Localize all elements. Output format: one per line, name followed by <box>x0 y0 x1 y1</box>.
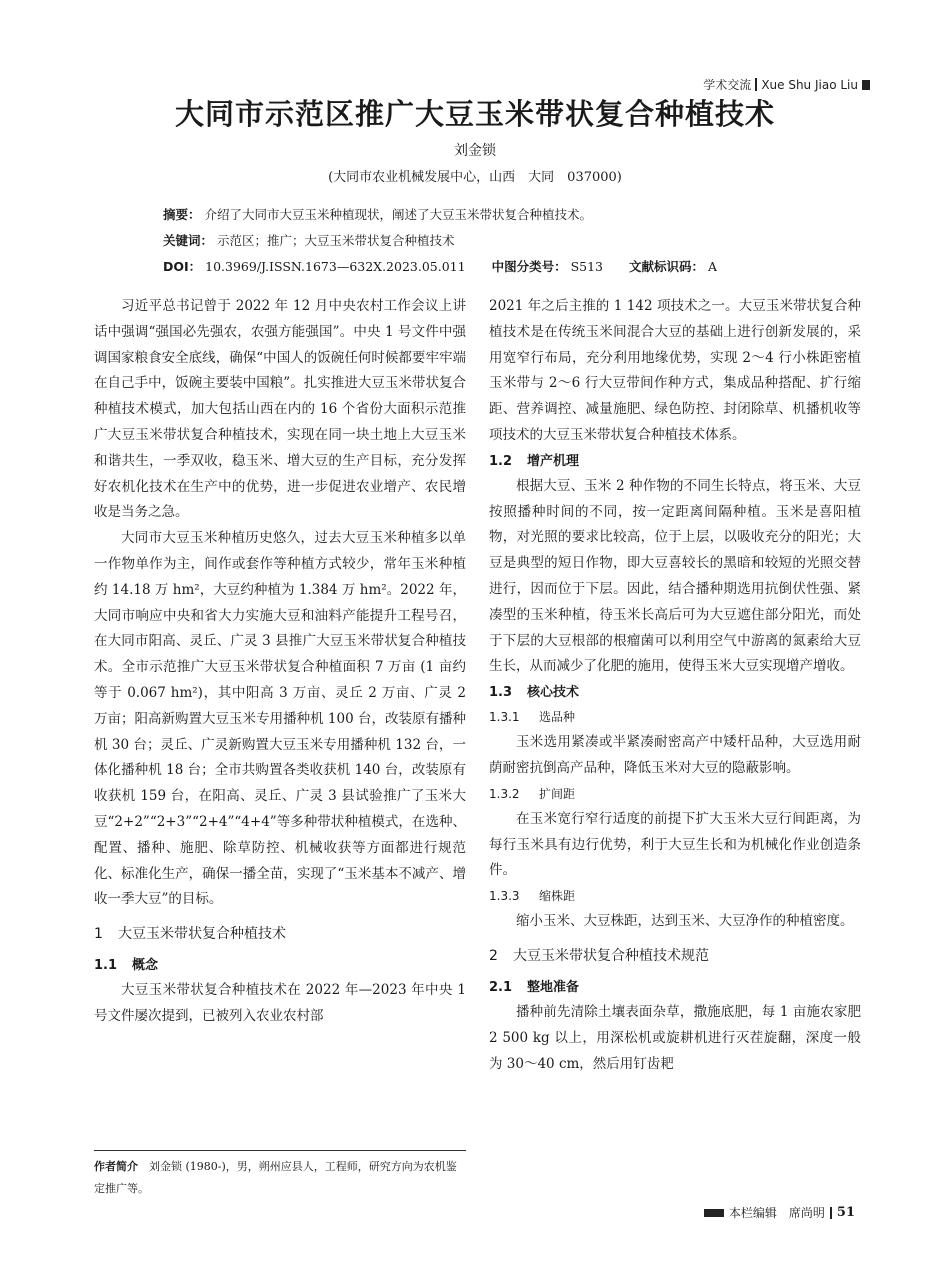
doi-label: DOI： <box>163 259 202 274</box>
doc-code-label: 文献标识码： <box>628 259 704 274</box>
subsubsection-heading <box>489 884 861 909</box>
article-title: 大同市示范区推广大豆玉米带状复合种植技术 <box>174 97 775 131</box>
subsection-heading <box>94 953 466 978</box>
subsection-heading <box>489 975 861 1000</box>
section-number: 2.1 <box>489 979 513 995</box>
section-number: 1.3 <box>489 685 513 701</box>
paragraph: 大豆玉米带状复合种植技术在 2022 年—2023 年中央 1 号文件屡次提到，已被列入农业农村部 <box>94 982 466 1024</box>
section-title: 选品种 <box>539 710 576 725</box>
section-number: 1.3.3 <box>489 889 520 904</box>
footer-block-icon <box>704 1209 724 1217</box>
abstract-line <box>163 207 863 222</box>
subsection-heading <box>489 680 861 705</box>
section-title: 缩株距 <box>539 889 576 904</box>
paragraph: 根据大豆、玉米 2 种作物的不同生长特点，将玉米、大豆按照播种时间的不同，按一定距离间隔种植。玉米是喜阳植物，对光照的要求比较高，位于上层，以吸收充分的阳光；大豆是典型的短日作物，即大豆喜较长的黑暗和较短的光照交替进行，因而位于下层。因此，结合播种期选用抗倒伏性强、紧凑型的玉米种植，待玉米长高后可为大豆遮住部分阳光，而处于下层的大豆根部的根瘤菌可以利用空气中游离的氮素给大豆生长，从而减少了化肥的施用，使得玉米大豆实现增产增收。 <box>489 477 861 675</box>
paragraph: 习近平总书记曾于 2022 年 12 月中央农村工作会议上讲话中强调“强国必先强农，农强方能强国”。中央 1 号文件中强调国家粮食安全底线，确保“中国人的饭碗任何时候都要牢牢端在自己手中，饭碗主要装中国粮”。扎实推进大豆玉米带状复合种植技术模式，加大包括山西在内的 16 个省份大面积示范推广大豆玉米带状复合种植技术，实现在同一块土地上大豆玉米和谐共生，一季双收，稳玉米、增大豆的生产目标，充分发挥好农机化技术在生产中的优势，进一步促进农业增产、农民增收是当务之急。 <box>94 298 466 521</box>
paragraph: 缩小玉米、大豆株距，达到玉米、大豆净作的种植密度。 <box>516 913 854 930</box>
doi-value: 10.3969/J.ISSN.1673—632X.2023.05.011 <box>205 259 466 274</box>
footer-editor: 本栏编辑 席尚明 <box>728 1206 825 1220</box>
right-column <box>489 294 861 1077</box>
keywords-line <box>163 233 863 248</box>
footnote-label: 作者简介 <box>94 1160 138 1173</box>
keywords-text: 示范区；推广；大豆玉米带状复合种植技术 <box>217 233 455 248</box>
section-tag-cn: 学术交流 <box>703 78 752 92</box>
article-affiliation: (大同市农业机械发展中心，山西 大同 037000) <box>328 170 622 185</box>
left-column <box>94 294 466 1030</box>
subsubsection-heading <box>489 705 861 730</box>
section-heading <box>489 945 861 967</box>
section-title: 增产机理 <box>527 453 580 469</box>
section-title: 大豆玉米带状复合种植技术规范 <box>513 947 709 964</box>
paragraph: 2021 年之后主推的 1 142 项技术之一。大豆玉米带状复合种植技术是在传统玉米间混合大豆的基础上进行创新发展的，采用宽窄行布局，充分利用地缘优势，实现 2～4 行小株距密植玉米带与 2～6 行大豆带间作种方式，集成品种搭配、扩行缩距、营养调控、减量施肥、绿色防控、封闭除草、机播机收等项技术的大豆玉米带状复合种植技术体系。 <box>489 298 861 443</box>
paragraph: 在玉米宽行窄行适度的前提下扩大玉米大豆行间距离，为每行玉米具有边行优势，利于大豆生长和为机械化作业创造条件。 <box>489 810 861 879</box>
section-number: 1.1 <box>94 958 118 974</box>
section-title: 大豆玉米带状复合种植技术 <box>118 926 286 943</box>
footnote-text: 刘金锁 (1980-)，男，朔州应县人，工程师，研究方向为农机鉴定推广等。 <box>94 1160 457 1195</box>
section-number: 1.3.1 <box>489 710 520 725</box>
clc-value: S513 <box>570 259 603 274</box>
section-tag-square-icon <box>862 80 870 90</box>
section-title: 概念 <box>132 958 159 974</box>
section-number: 1 <box>94 926 103 943</box>
subsubsection-heading <box>489 782 861 807</box>
paragraph: 玉米选用紧凑或半紧凑耐密高产中矮杆品种，大豆选用耐荫耐密抗倒高产品种，降低玉米对大豆的隐蔽影响。 <box>489 734 861 776</box>
section-title: 核心技术 <box>527 685 580 701</box>
abstract-text: 介绍了大同市大豆玉米种植现状，阐述了大豆玉米带状复合种植技术。 <box>204 207 593 222</box>
doi-line <box>163 259 863 274</box>
keywords-label: 关键词： <box>163 233 214 248</box>
section-heading <box>94 923 466 945</box>
footer-divider <box>830 1207 832 1219</box>
page-footer <box>704 1204 855 1221</box>
section-number: 1.3.2 <box>489 786 520 801</box>
abstract-label: 摘要： <box>163 207 201 222</box>
author-footnote <box>94 1150 466 1200</box>
section-tag-en: Xue Shu Jiao Liu <box>761 77 858 92</box>
paragraph: 播种前先清除土壤表面杂草，撒施底肥，每 1 亩施农家肥 2 500 kg 以上，用深松机或旋耕机进行灭茬旋翻，深度一般为 30～40 cm，然后用钉齿耙 <box>489 1003 861 1072</box>
subsection-heading <box>489 449 861 474</box>
section-title: 扩间距 <box>539 786 576 801</box>
clc-label: 中图分类号： <box>491 259 567 274</box>
doc-code-value: A <box>707 259 717 274</box>
paragraph: 大同市大豆玉米种植历史悠久，过去大豆玉米种植多以单一作物单作为主，间作或套作等种植方式较少，常年玉米种植约 14.18 万 hm²，大豆约种植为 1.384 万 hm²。2022 年，大同市响应中央和省大力实施大豆和油料产能提升工程号召，在大同市阳高、灵丘、广灵 3 县推广大豆玉米带状复合种植技术。全市示范推广大豆玉米带状复合种植面积 7 万亩 (1 亩约等于 0.067 hm²)，其中阳高 3 万亩、灵丘 2 万亩、广灵 2 万亩；阳高新购置大豆玉米专用播种机 100 台，改装原有播种机 30 台；灵丘、广灵新购置大豆玉米专用播种机 132 台，一体化播种机 18 台；全市共购置各类收获机 140 台，改装原有收获机 159 台，在阳高、灵丘、广灵 3 县试验推广了玉米大豆“2+2”“2+3”“2+4”“4+4”等多种带状种植模式，在选种、配置、播种、施肥、除草防控、机械收获等方面都进行规范化、标准化生产，确保一播全苗，实现了“玉米基本不减产、增收一季大豆”的目标。 <box>94 530 466 908</box>
section-title: 整地准备 <box>527 979 580 995</box>
section-number: 2 <box>489 947 498 964</box>
section-number: 1.2 <box>489 453 513 469</box>
page-number: 51 <box>836 1205 855 1220</box>
section-tag-divider <box>755 78 757 91</box>
article-author: 刘金锁 <box>454 143 496 159</box>
section-tag <box>703 76 870 93</box>
